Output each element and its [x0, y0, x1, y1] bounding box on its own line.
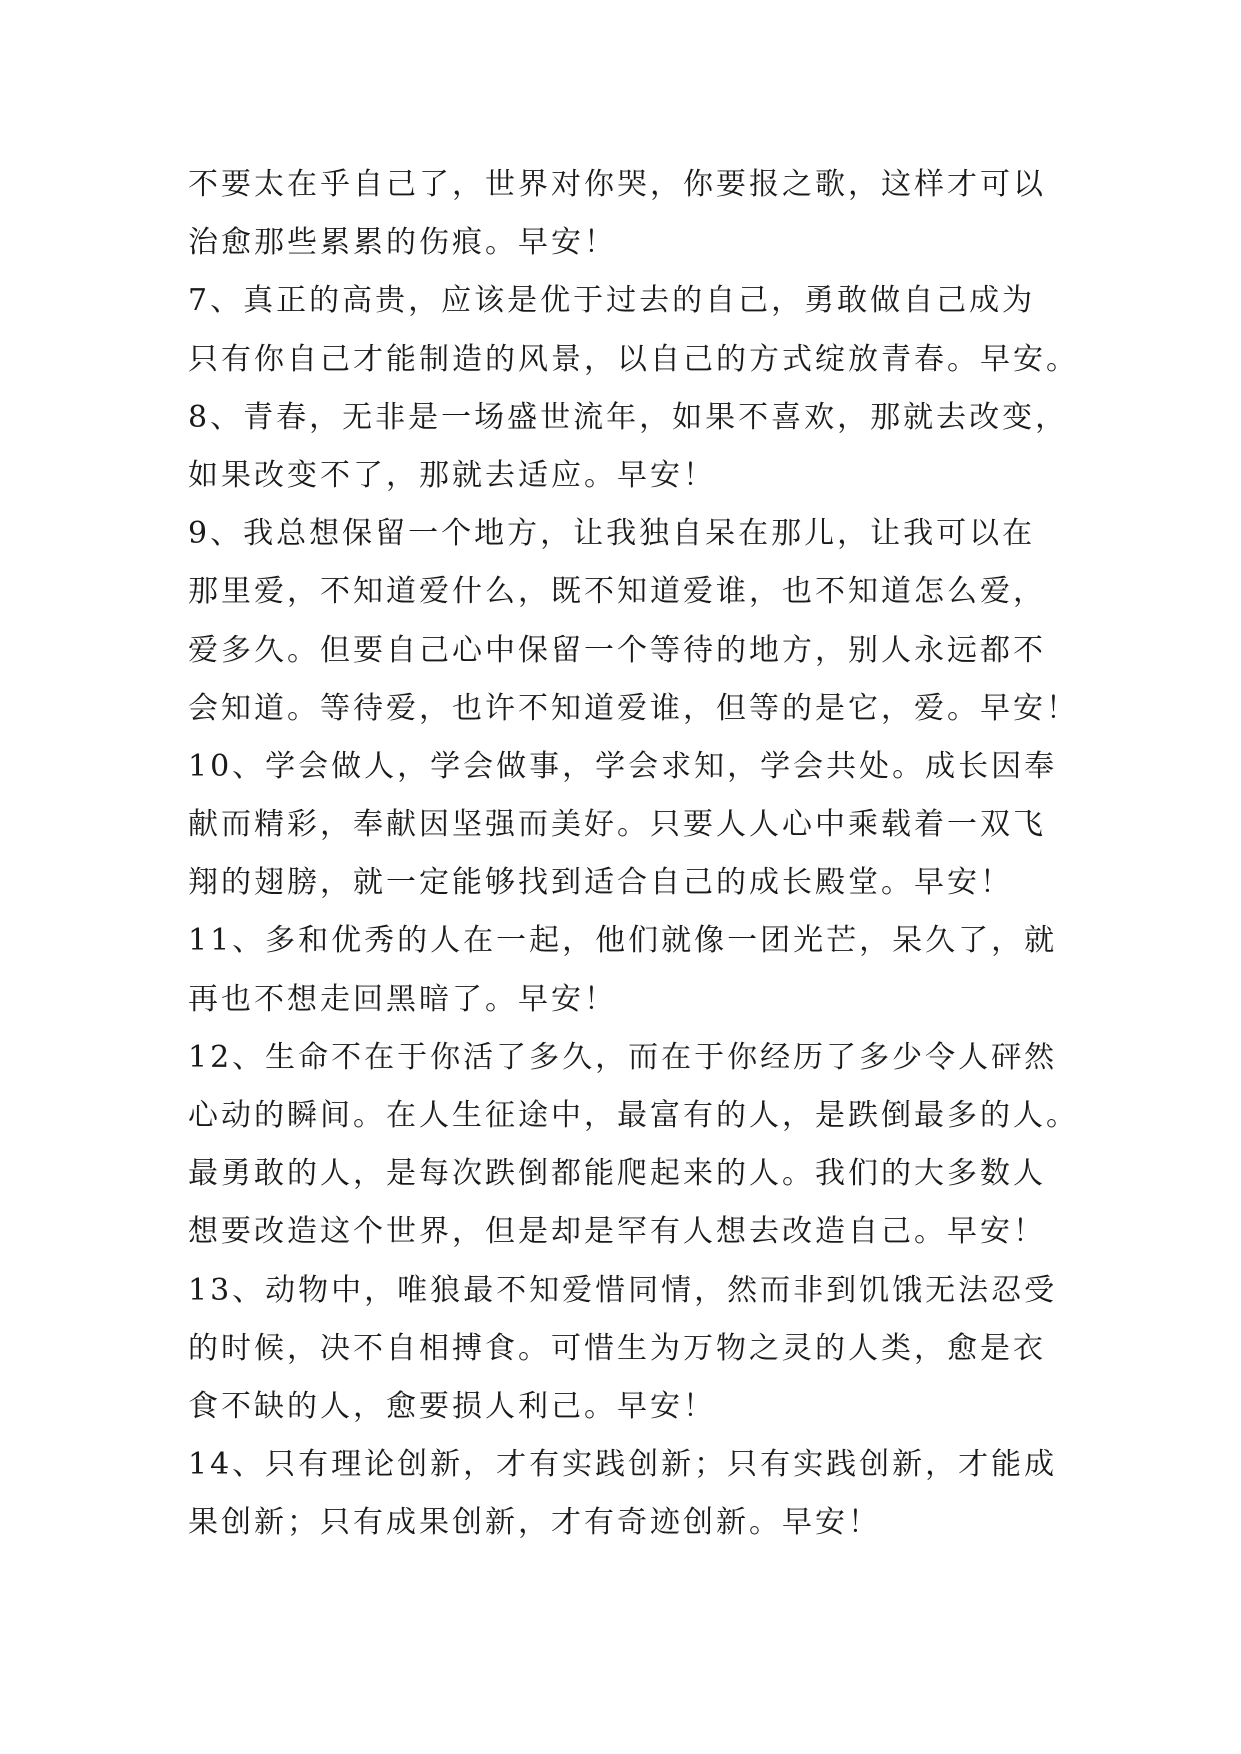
text-line: 心动的瞬间。在人生征途中，最富有的人，是跌倒最多的人。 — [188, 1098, 1079, 1133]
text-line: 的时候，决不自相搏食。可惜生为万物之灵的人类，愈是衣 — [188, 1330, 1046, 1366]
body-text — [188, 156, 1079, 1553]
text-line: 会知道。等待爱，也许不知道爱谁，但等的是它，爱。早安！ — [188, 690, 1079, 726]
text-line: 13、动物中，唯狼最不知爱惜同情，然而非到饥饿无法忍受 — [188, 1272, 1058, 1308]
text-line: 翔的翅膀，就一定能够找到适合自己的成长殿堂。早安！ — [188, 865, 1013, 901]
text-line: 最勇敢的人，是每次跌倒都能爬起来的人。我们的大多数人 — [188, 1156, 1046, 1192]
text-line: 如果改变不了，那就去适应。早安！ — [188, 457, 716, 493]
text-line: 11、多和优秀的人在一起，他们就像一团光芒，呆久了，就 — [188, 923, 1058, 959]
text-line: 不要太在乎自己了，世界对你哭，你要报之歌，这样才可以 — [188, 167, 1046, 202]
text-line: 那里爱，不知道爱什么，既不知道爱谁，也不知道怎么爱， — [188, 574, 1046, 610]
text-line: 只有你自己才能制造的风景，以自己的方式绽放青春。早安。 — [188, 341, 1079, 377]
text-line: 治愈那些累累的伤痕。早安！ — [188, 225, 617, 261]
text-line: 再也不想走回黑暗了。早安！ — [188, 981, 617, 1017]
text-line: 想要改造这个世界，但是却是罕有人想去改造自己。早安！ — [188, 1214, 1046, 1250]
text-line: 7、真正的高贵，应该是优于过去的自己，勇敢做自己成为 — [188, 283, 1036, 319]
text-line: 食不缺的人，愈要损人利己。早安！ — [188, 1388, 716, 1424]
text-line: 果创新；只有成果创新，才有奇迹创新。早安！ — [188, 1505, 881, 1541]
text-line: 爱多久。但要自己心中保留一个等待的地方，别人永远都不 — [188, 632, 1046, 668]
text-line: 9、我总想保留一个地方，让我独自呆在那儿，让我可以在 — [188, 516, 1036, 552]
text-line: 12、生命不在于你活了多久，而在于你经历了多少令人砰然 — [188, 1039, 1058, 1075]
text-line: 14、只有理论创新，才有实践创新；只有实践创新，才能成 — [188, 1447, 1058, 1483]
text-line: 10、学会做人，学会做事，学会求知，学会共处。成长因奉 — [188, 748, 1058, 784]
text-line: 献而精彩，奉献因坚强而美好。只要人人心中乘载着一双飞 — [188, 807, 1046, 843]
text-line: 8、青春，无非是一场盛世流年，如果不喜欢，那就去改变， — [188, 399, 1069, 435]
